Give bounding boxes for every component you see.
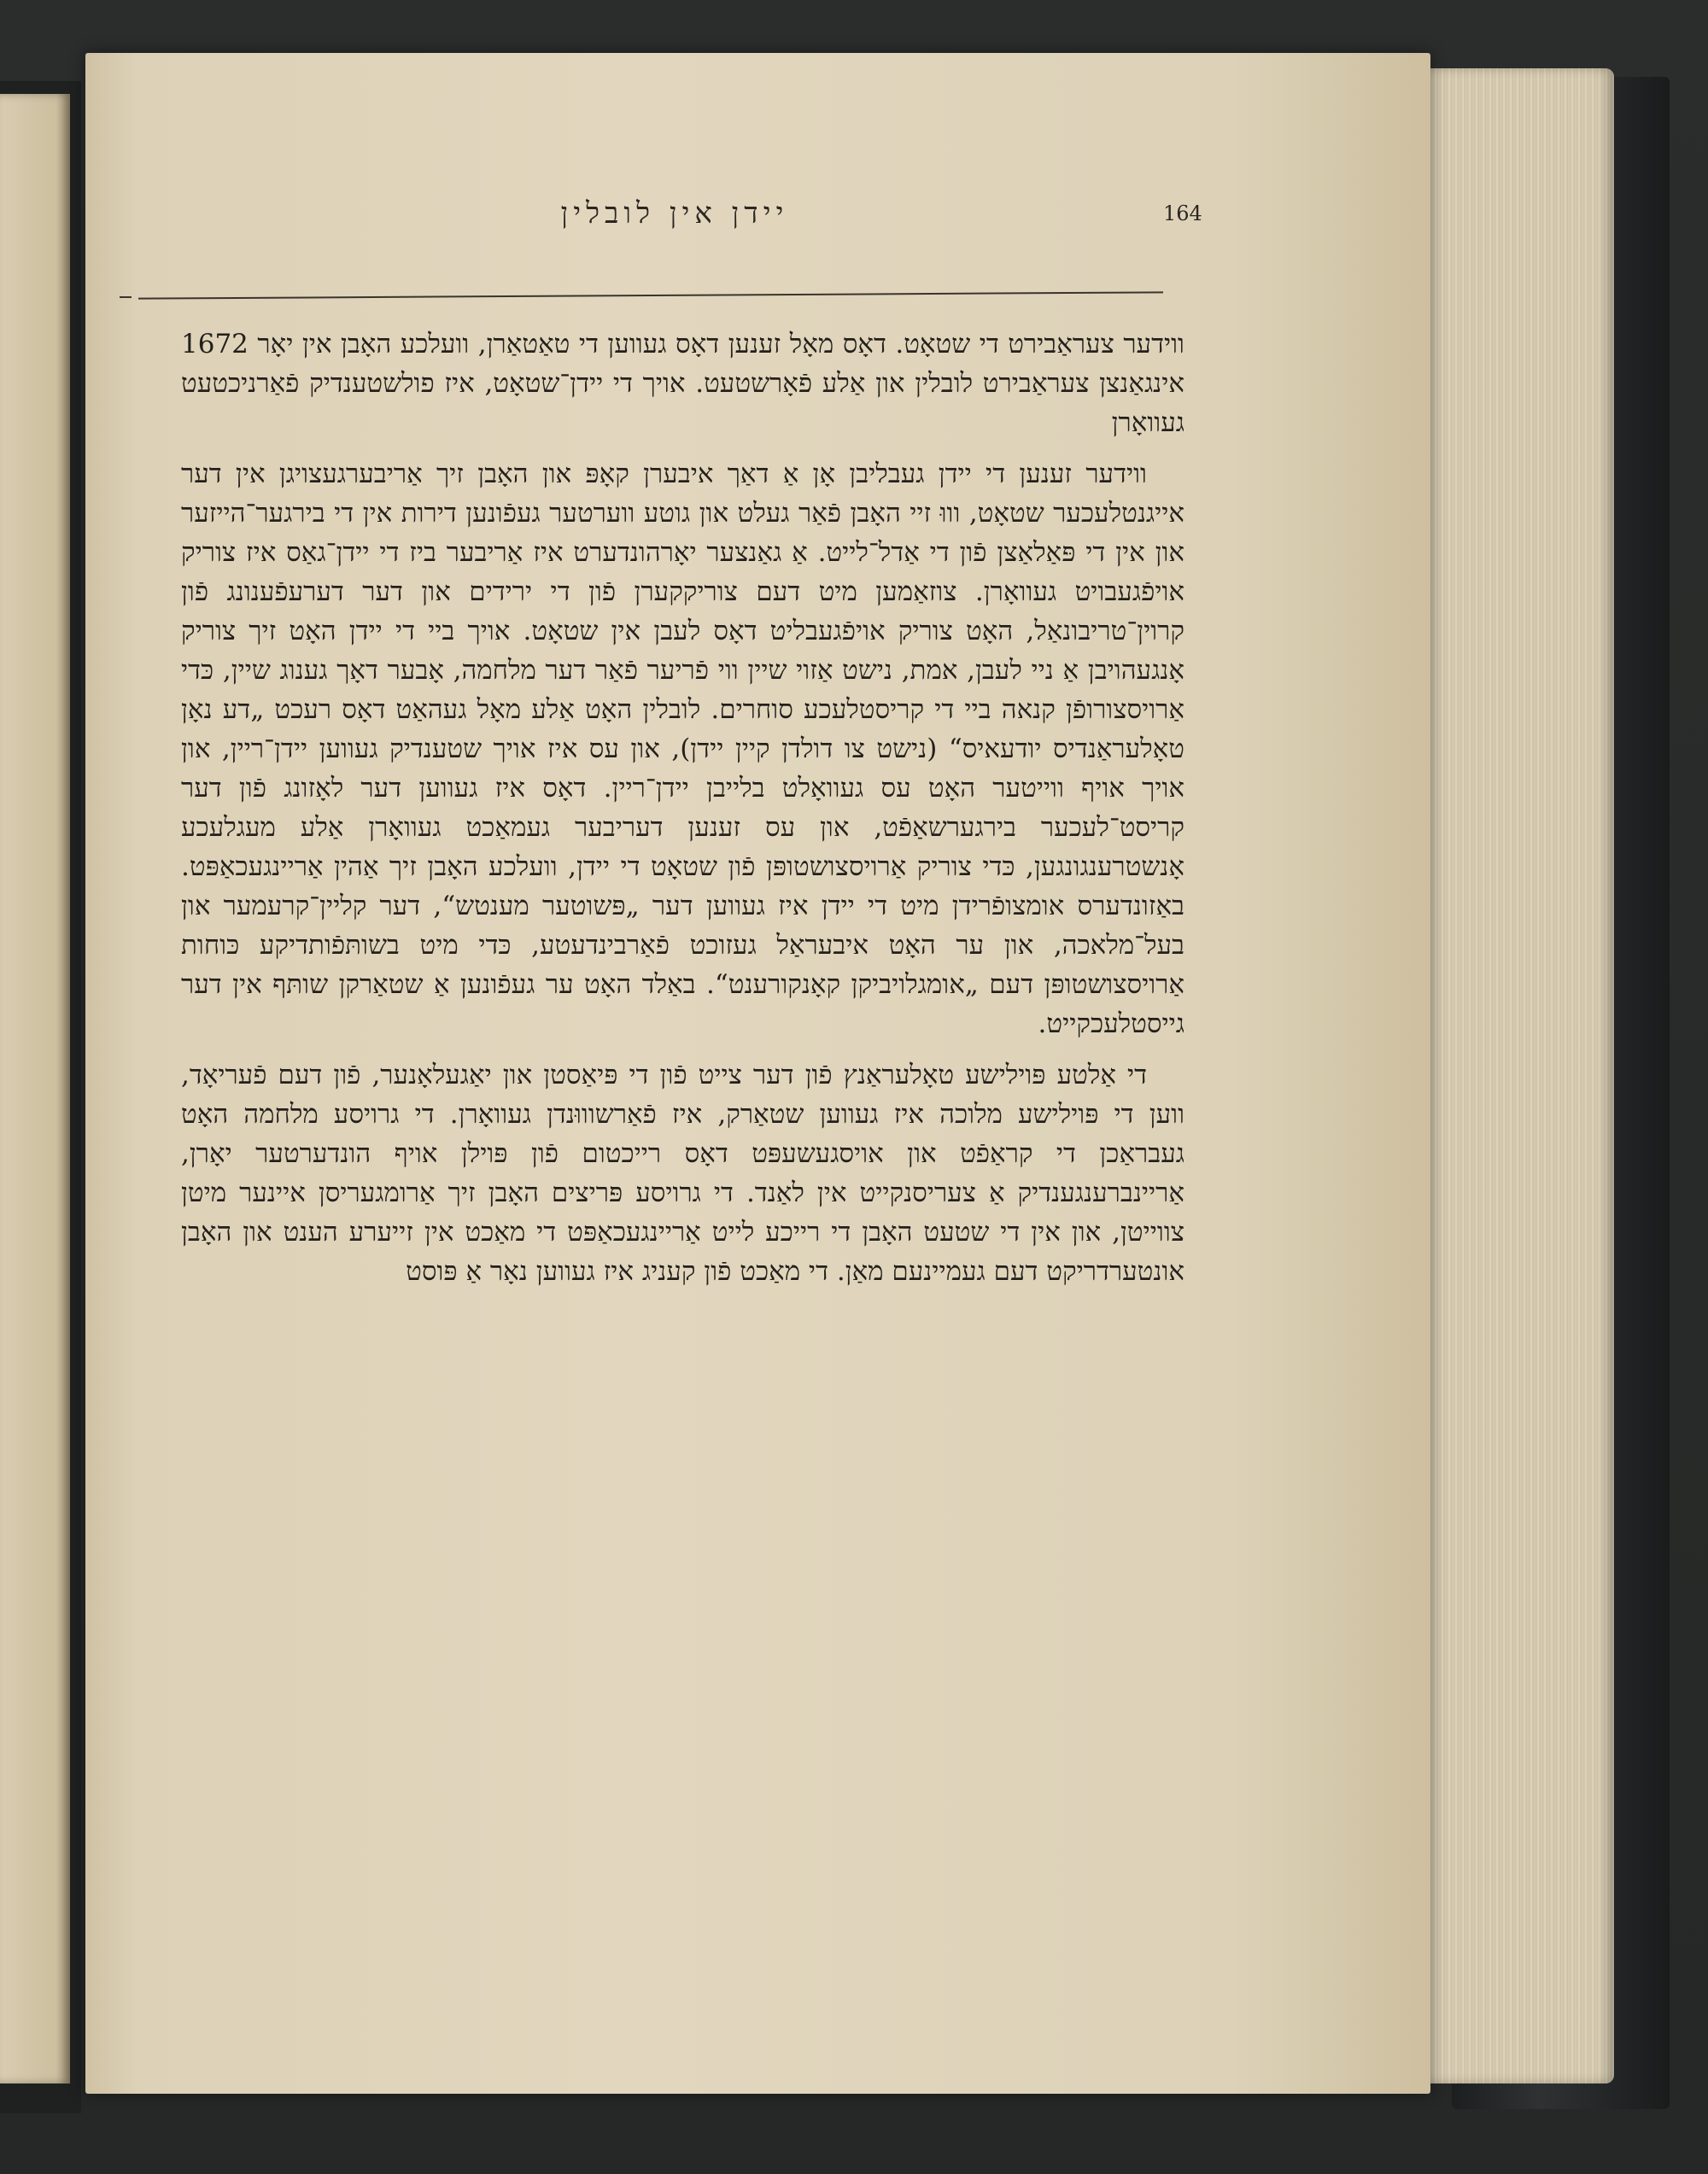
facing-page-edge xyxy=(0,94,70,2083)
page-body-text xyxy=(181,324,1184,1303)
paragraph: ווידער זענען די יידן געבליבן אָן אַ דאַך איבערן קאָפּ און האָבן זיך אַריבערגעצויגן אין דער אייגנטלעכער שטאָט, וווּ זיי האָבן פֿאַר געלט און גוטע ווערטער געפֿונען דירות אין די בירגער־הייזער און אין די פּאַלאַצן פֿון די אַדל־לייט. אַ גאַנצער יאָרהונדערט איז אַריבער ביז די יידן־גאַס איז צוריק אויפֿגעבויט געוואָרן. צוזאַמען מיט דעם צוריקקערן פֿון די ירידים און דער דערעפֿענונג פֿון קרוין־טריבונאַל, האָט צוריק אויפֿגעבליט דאָס לעבן אין שטאָט. אויך ביי די יידן האָט זיך צוריק אָנגעהויבן אַ ניי לעבן, אמת, נישט אַזוי שיין ווי פֿריער פֿאַר דער מלחמה, אָבער דאָך גענוג שיין, כּדי אַרויסצורופֿן קנאה ביי די קריסטלעכע סוחרים. לובלין האָט אַלע מאָל געהאַט דאָס רעכט „דע נאָן טאָלעראַנדיס יודעאיס“ (נישט צו דולדן קיין יידן), און עס איז אויך שטענדיק געווען יידן־ריין, און אויך אויף ווייטער האָט עס געוואָלט בלייבן יידן־ריין. דאָס איז געווען דער לאָזונג פֿון דער קריסט־לעכער בירגערשאַפֿט, און עס זענען דעריבער געמאַכט געוואָרן אַלע מעגלעכע אָנשטרענגונגען, כּדי צוריק אַרויסצושטופּן פֿון שטאָט די יידן, וועלכע האָבן זיך אַהין אַריינגעכאַפּט. באַזונדערס אומצופֿרידן מיט די יידן איז געווען דער „פּשוטער מענטש“, דער קליין־קרעמער און בעל־מלאכה, און ער האָט איבעראַל געזוכט פֿאַרבינדעטע, כּדי מיט בשותּפֿותדיקע כּוחות אַרויסצושטופּן דעם „אומגלויביקן קאָנקורענט“. באַלד האָט ער געפֿונען אַ שטאַרקן שותּף אין דער גייסטלעכקייט. xyxy=(181,459,1185,1039)
page-header xyxy=(120,196,1202,248)
paragraph: ווידער צעראַבירט די שטאָט. דאָס מאָל זענען דאָס געווען די טאַטאַרן, וועלכע האָבן אין יאָר 1672 אינגאַנצן צעראַבירט לובלין און אַלע פֿאָרשטעט. אויך די יידן־שטאָט, איז פולשטענדיק פֿאַרניכטעט געוואָרן xyxy=(181,329,1184,438)
header-rule-tick xyxy=(120,296,132,298)
page-number: 164 xyxy=(1163,202,1202,225)
running-title: יידן אין לובלין xyxy=(560,196,789,231)
paragraph: די אַלטע פּוילישע טאָלעראַנץ פֿון דער צייט פֿון די פּיאַסטן און יאַגעלאָנער, פֿון דעם פֿעריאָד, ווען די פּוילישע מלוכה איז געווען שטאַרק, איז פֿאַרשוווּנדן געוואָרן. די גרויסע מלחמה האָט געבראַכן די קראַפֿט און אויסגעשעפּט דאָס רייכטום פֿון פּוילן אויף הונדערטער יאָרן, אַריינברענגענדיק אַ צעריסנקייט אין לאַנד. די גרויסע פּריצים האָבן זיך אַרומגעריסן איינער מיטן צווייטן, און אין די שטעט האָבן די רייכע לייט אַריינגעכאַפּט די מאַכט אין זייערע הענט און האָבן אונטערדריקט דעם געמיינעם מאַן. די מאַכט פֿון קעניג איז געווען נאָר אַ פּוסט xyxy=(181,1060,1184,1287)
page-edge-stack xyxy=(1418,68,1614,2083)
